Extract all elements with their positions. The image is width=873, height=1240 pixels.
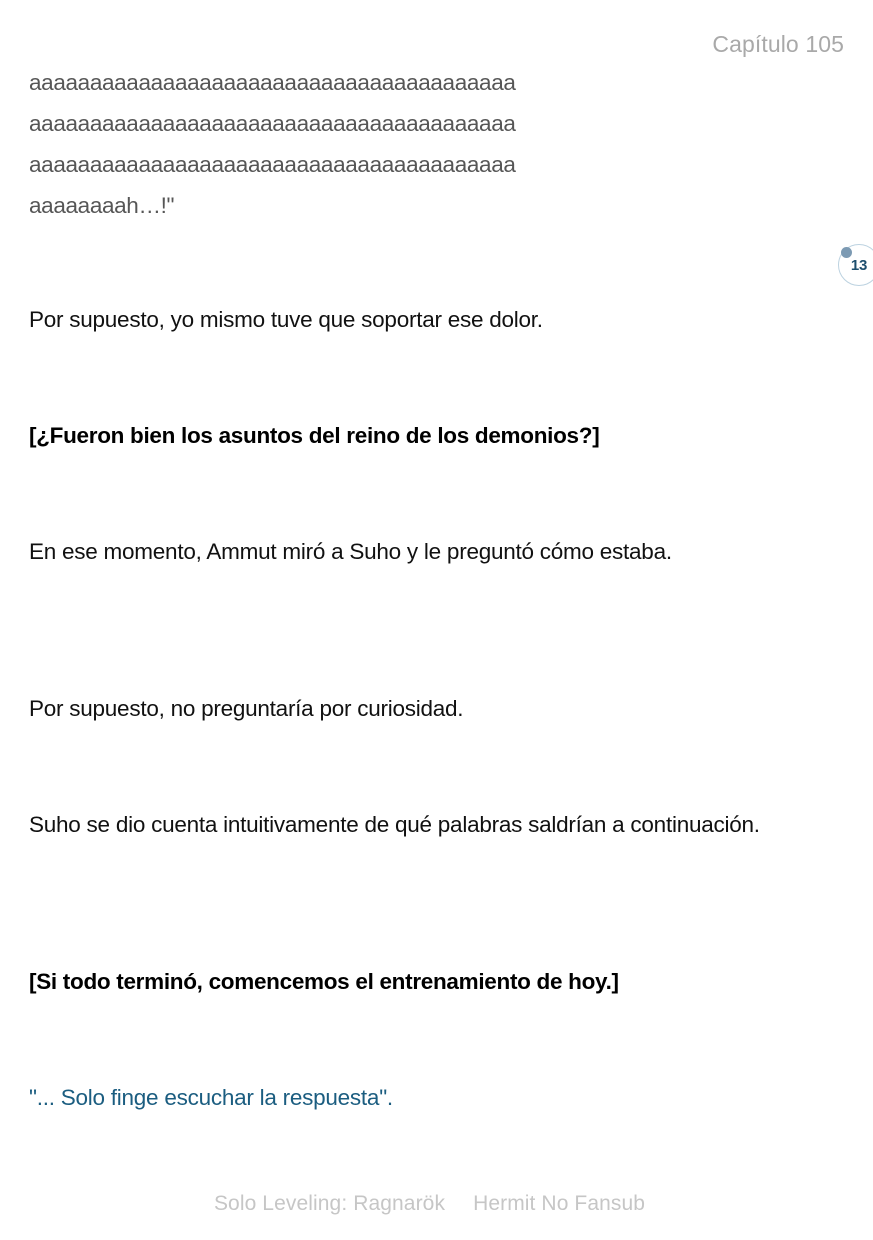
paragraph-p-palabras: Suho se dio cuenta intuitivamente de qué palabras saldrían a continuación. bbox=[29, 812, 760, 837]
paragraph-p-dolor: Por supuesto, yo mismo tuve que soportar ese dolor. bbox=[29, 307, 543, 332]
paragraph-p-entrenamiento: [Si todo terminó, comencemos el entrenamiento de hoy.] bbox=[29, 969, 619, 994]
page-footer bbox=[0, 1190, 873, 1218]
paragraph-p-curiosidad: Por supuesto, no preguntaría por curiosidad. bbox=[29, 696, 464, 721]
fansub-group-name: Hermit No Fansub bbox=[473, 1192, 646, 1215]
scream-line: aaaaaaaah…!" bbox=[29, 193, 175, 218]
paragraph-p-demonios: [¿Fueron bien los asuntos del reino de los demonios?] bbox=[29, 423, 600, 448]
scream-line: aaaaaaaaaaaaaaaaaaaaaaaaaaaaaaaaaaaaaaaa bbox=[29, 70, 516, 95]
paragraph-p-ammut: En ese momento, Ammut miró a Suho y le preguntó cómo estaba. bbox=[29, 539, 672, 564]
scream-text-block bbox=[29, 62, 847, 226]
progress-count: 13 bbox=[850, 256, 868, 274]
scream-line: aaaaaaaaaaaaaaaaaaaaaaaaaaaaaaaaaaaaaaaa bbox=[29, 111, 516, 136]
series-title: Solo Leveling: Ragnarök bbox=[213, 1192, 446, 1215]
scream-line: aaaaaaaaaaaaaaaaaaaaaaaaaaaaaaaaaaaaaaaa bbox=[29, 152, 516, 177]
chapter-label: Capítulo 105 bbox=[712, 31, 844, 57]
reading-progress-badge[interactable] bbox=[838, 244, 873, 288]
paragraph-p-respuesta: "... Solo finge escuchar la respuesta". bbox=[29, 1085, 393, 1110]
